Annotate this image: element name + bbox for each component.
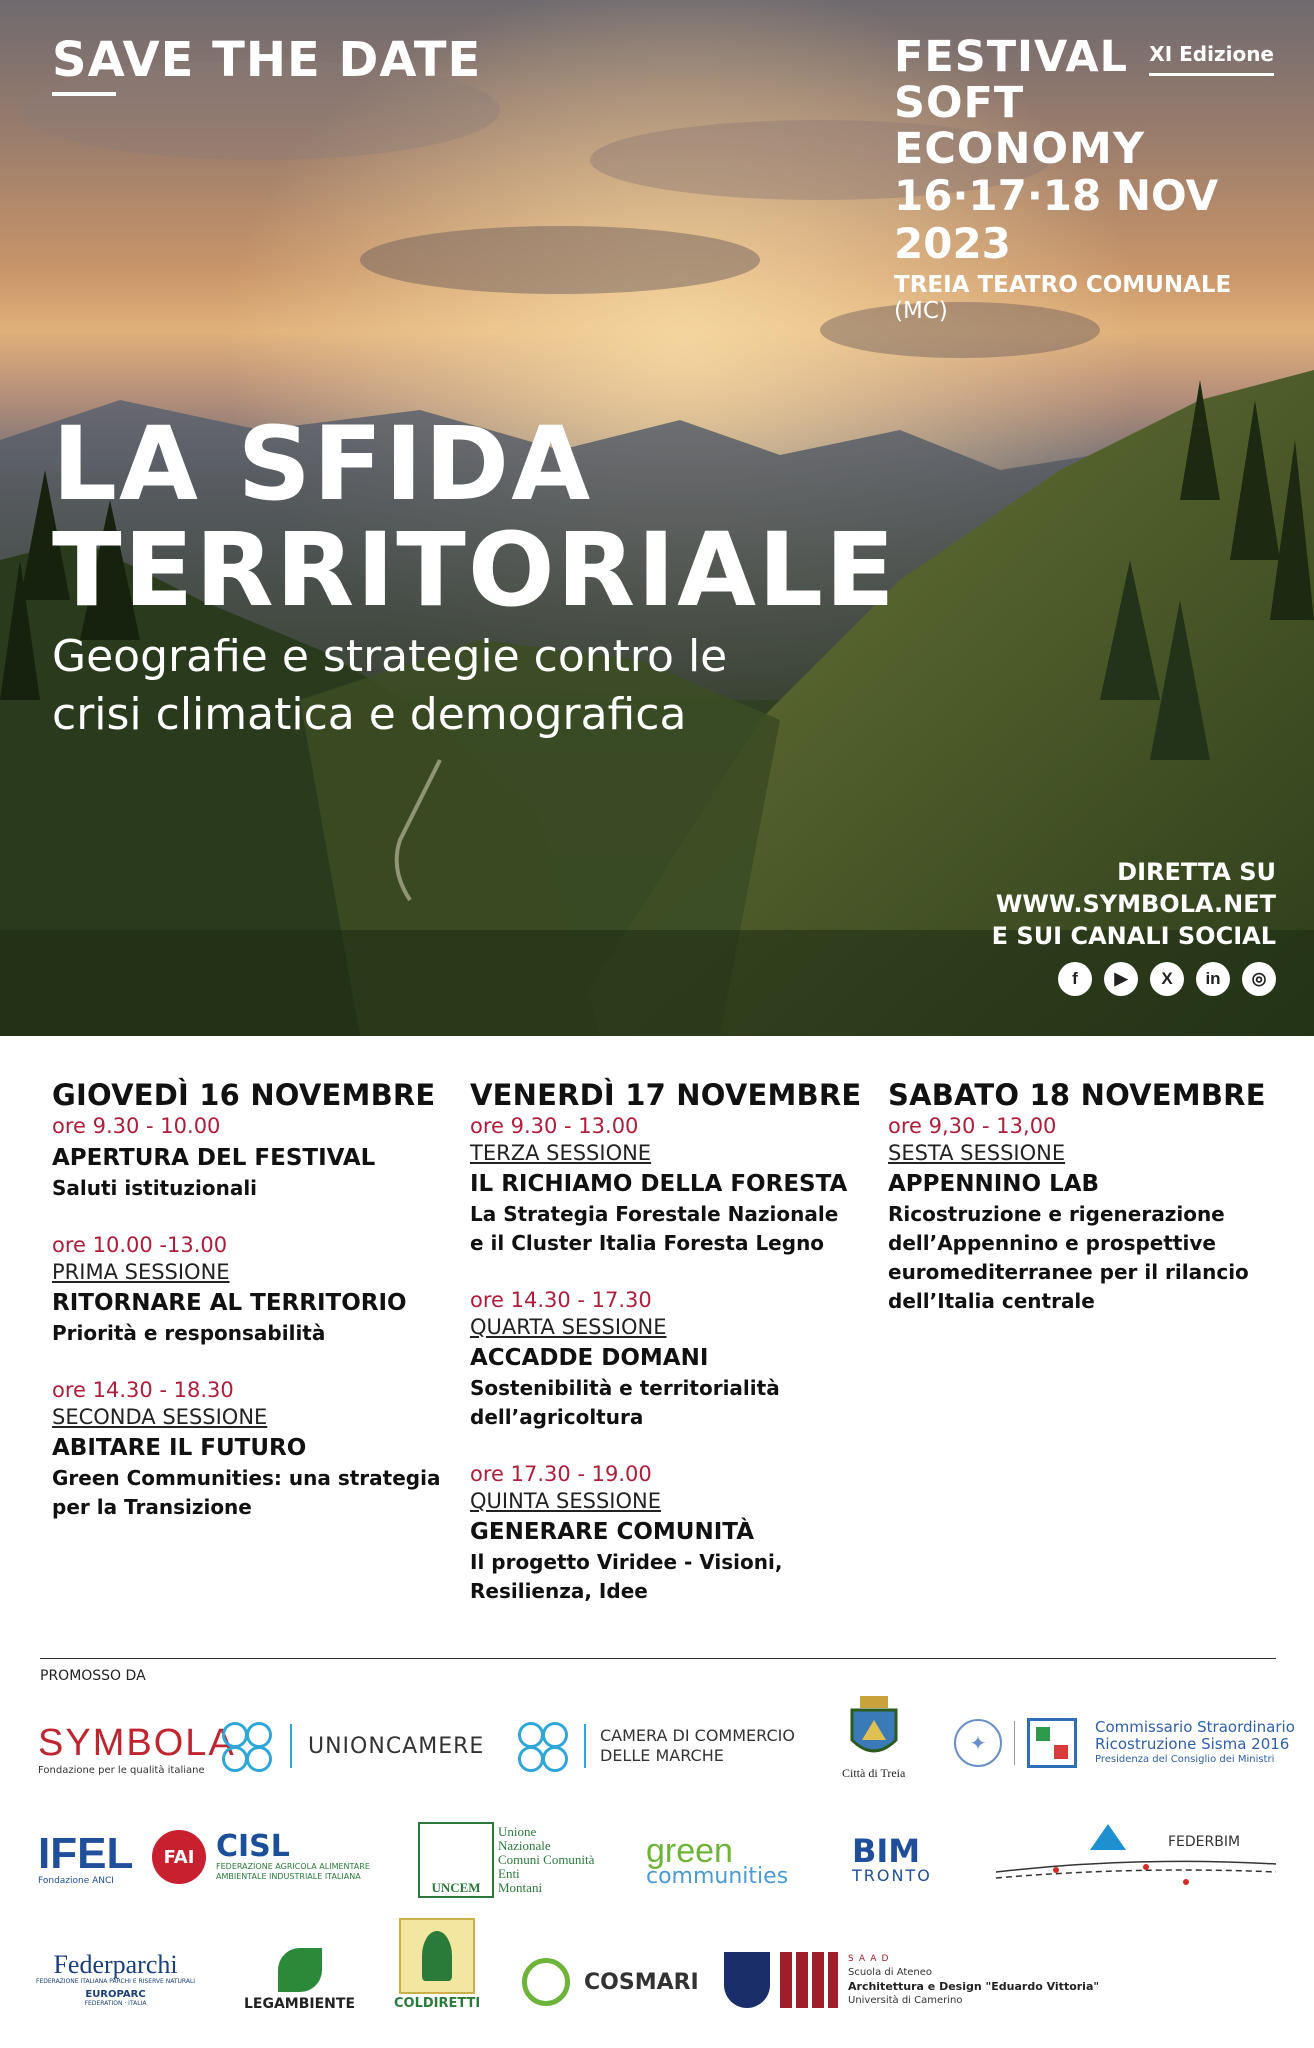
federbim-emblem-icon [996, 1820, 1276, 1890]
event-title: IL RICHIAMO DELLA FORESTA [470, 1171, 848, 1197]
event-desc: euromediterranee per il rilancio [888, 1260, 1249, 1284]
promoted-by-label: PROMOSSO DA [40, 1668, 146, 1684]
event-block [470, 1460, 870, 1606]
unicam-shield-icon [724, 1952, 770, 2008]
linkedin-icon[interactable]: in [1196, 962, 1230, 996]
commissario-logo: ✦ Commissario Straordinario Ricostruzione Sisma 2016 Presidenza del Consiglio dei Ministri [954, 1718, 1295, 1768]
wheat-icon [399, 1918, 475, 1994]
cosmari-logo: COSMARI [522, 1958, 699, 2006]
day-column-18 [888, 1078, 1288, 1344]
event-block [888, 1112, 1288, 1316]
leaf-icon [278, 1948, 322, 1992]
bim-tronto-logo: BIM TRONTO [852, 1832, 932, 1885]
republic-emblem-icon: ✦ [954, 1719, 1002, 1767]
facebook-icon[interactable]: f [1058, 962, 1092, 996]
session-label: QUARTA SESSIONE [470, 1315, 667, 1339]
green-communities-logo: green communities [646, 1832, 789, 1889]
event-title: RITORNARE AL TERRITORIO [52, 1290, 407, 1316]
festival-place: TREIA TEATRO COMUNALE (MC) [894, 272, 1232, 324]
event-block [470, 1112, 870, 1258]
event-desc: dell’agricoltura [470, 1405, 644, 1429]
coldiretti-logo: COLDIRETTI [394, 1918, 480, 2011]
camera-commercio-logo: CAMERA DI COMMERCIO DELLE MARCHE [514, 1718, 795, 1774]
event-desc: per la Transizione [52, 1495, 252, 1519]
ifel-logo: IFEL Fondazione ANCI [38, 1829, 134, 1886]
event-title: GENERARE COMUNITÀ [470, 1519, 754, 1545]
session-label: SECONDA SESSIONE [52, 1405, 268, 1429]
event-time: ore 14.30 - 17.30 [470, 1288, 652, 1312]
event-desc: Saluti istituzionali [52, 1176, 258, 1200]
x-icon[interactable]: X [1150, 962, 1184, 996]
festival-info [894, 34, 1274, 324]
knot-icon [218, 1718, 274, 1774]
federbim-logo: FEDERBIM [996, 1820, 1276, 1890]
symbola-logo: SYMBOLA Fondazione per le qualità italiane [38, 1722, 236, 1776]
save-date-underline [52, 92, 116, 96]
festival-name: SOFT ECONOMY [894, 78, 1145, 174]
edition-label: XI Edizione [1149, 42, 1274, 72]
save-the-date-label: SAVE THE DATE [52, 32, 482, 88]
citta-treia-logo: Città di Treia [842, 1696, 905, 1781]
event-desc: Green Communities: una strategia [52, 1466, 441, 1490]
event-time: ore 9.30 - 13.00 [470, 1114, 639, 1138]
event-desc: Resilienza, Idee [470, 1579, 648, 1603]
knot-icon [514, 1718, 570, 1774]
event-block [52, 1231, 452, 1348]
saad-arches-icon [780, 1952, 838, 2008]
event-desc: dell’Appennino e prospettive [888, 1231, 1216, 1255]
session-label: SESTA SESSIONE [888, 1141, 1066, 1165]
sponsor-divider [40, 1658, 1276, 1659]
saad-logo: SAAD Scuola di Ateneo Architettura e Design "Eduardo Vittoria" Università di Camerino [724, 1952, 1099, 2008]
event-desc: Priorità e responsabilità [52, 1321, 326, 1345]
event-desc: Ricostruzione e rigenerazione [888, 1202, 1225, 1226]
sisma-icon [1027, 1718, 1077, 1768]
edition-underline [1149, 73, 1274, 76]
uncem-logo: UNCEM Unione Nazionale Comuni Comunità Enti Montani [418, 1822, 594, 1898]
coat-of-arms-icon [846, 1696, 902, 1766]
event-desc: dell’Italia centrale [888, 1289, 1095, 1313]
event-title: ACCADDE DOMANI [470, 1345, 709, 1371]
event-desc: Il progetto Viridee - Visioni, [470, 1550, 783, 1574]
session-label: PRIMA SESSIONE [52, 1260, 230, 1284]
event-time: ore 10.00 -13.00 [52, 1233, 228, 1257]
social-icons [1058, 962, 1276, 996]
event-title: ABITARE IL FUTURO [52, 1435, 307, 1461]
subtitle: Geografie e strategie contro le crisi climatica e demografica [52, 631, 728, 740]
live-stream-info: DIRETTA SU WWW.SYMBOLA.NET E SUI CANALI SOCIAL [991, 858, 1276, 950]
session-label: QUINTA SESSIONE [470, 1489, 661, 1513]
event-time: ore 9,30 - 13,00 [888, 1114, 1057, 1138]
uncem-emblem-icon: UNCEM [418, 1822, 494, 1898]
day-heading: SABATO 18 NOVEMBRE [888, 1078, 1266, 1112]
day-column-17 [470, 1078, 870, 1634]
unioncamere-logo: UNIONCAMERE [218, 1718, 484, 1774]
program [0, 1036, 1314, 1656]
session-label: TERZA SESSIONE [470, 1141, 652, 1165]
instagram-icon[interactable]: ◎ [1242, 962, 1276, 996]
day-heading: VENERDÌ 17 NOVEMBRE [470, 1078, 862, 1112]
symbola-link[interactable]: WWW.SYMBOLA.NET [995, 890, 1276, 918]
event-desc: Sostenibilità e territorialità [470, 1376, 780, 1400]
day-column-16 [52, 1078, 452, 1550]
federparchi-logo: Federparchi FEDERAZIONE ITALIANA PARCHI E RISERVE NATURALI EUROPARC FEDERATION · ITALIA [36, 1950, 196, 2007]
festival-dates: 16·17·18 NOV 2023 [894, 171, 1219, 268]
event-block [470, 1286, 870, 1432]
main-title: LA SFIDA TERRITORIALE [52, 405, 897, 630]
legambiente-logo: LEGAMBIENTE [244, 1948, 355, 2012]
event-title: APERTURA DEL FESTIVAL [52, 1145, 376, 1171]
event-block [52, 1112, 452, 1203]
event-time: ore 14.30 - 18.30 [52, 1378, 234, 1402]
event-desc: La Strategia Forestale Nazionale [470, 1202, 839, 1226]
cosmari-ring-icon [522, 1958, 570, 2006]
event-desc: e il Cluster Italia Foresta Legno [470, 1231, 825, 1255]
event-time: ore 9.30 - 10.00 [52, 1114, 221, 1138]
event-title: APPENNINO LAB [888, 1171, 1100, 1197]
event-time: ore 17.30 - 19.00 [470, 1462, 652, 1486]
event-block [52, 1376, 452, 1522]
festival-title: FESTIVAL [894, 32, 1129, 82]
fai-cisl-logo: FAI CISL FEDERAZIONE AGRICOLA ALIMENTARE AMBIENTALE INDUSTRIALE ITALIANA [152, 1830, 370, 1884]
day-heading: GIOVEDÌ 16 NOVEMBRE [52, 1078, 436, 1112]
youtube-icon[interactable]: ▶ [1104, 962, 1138, 996]
